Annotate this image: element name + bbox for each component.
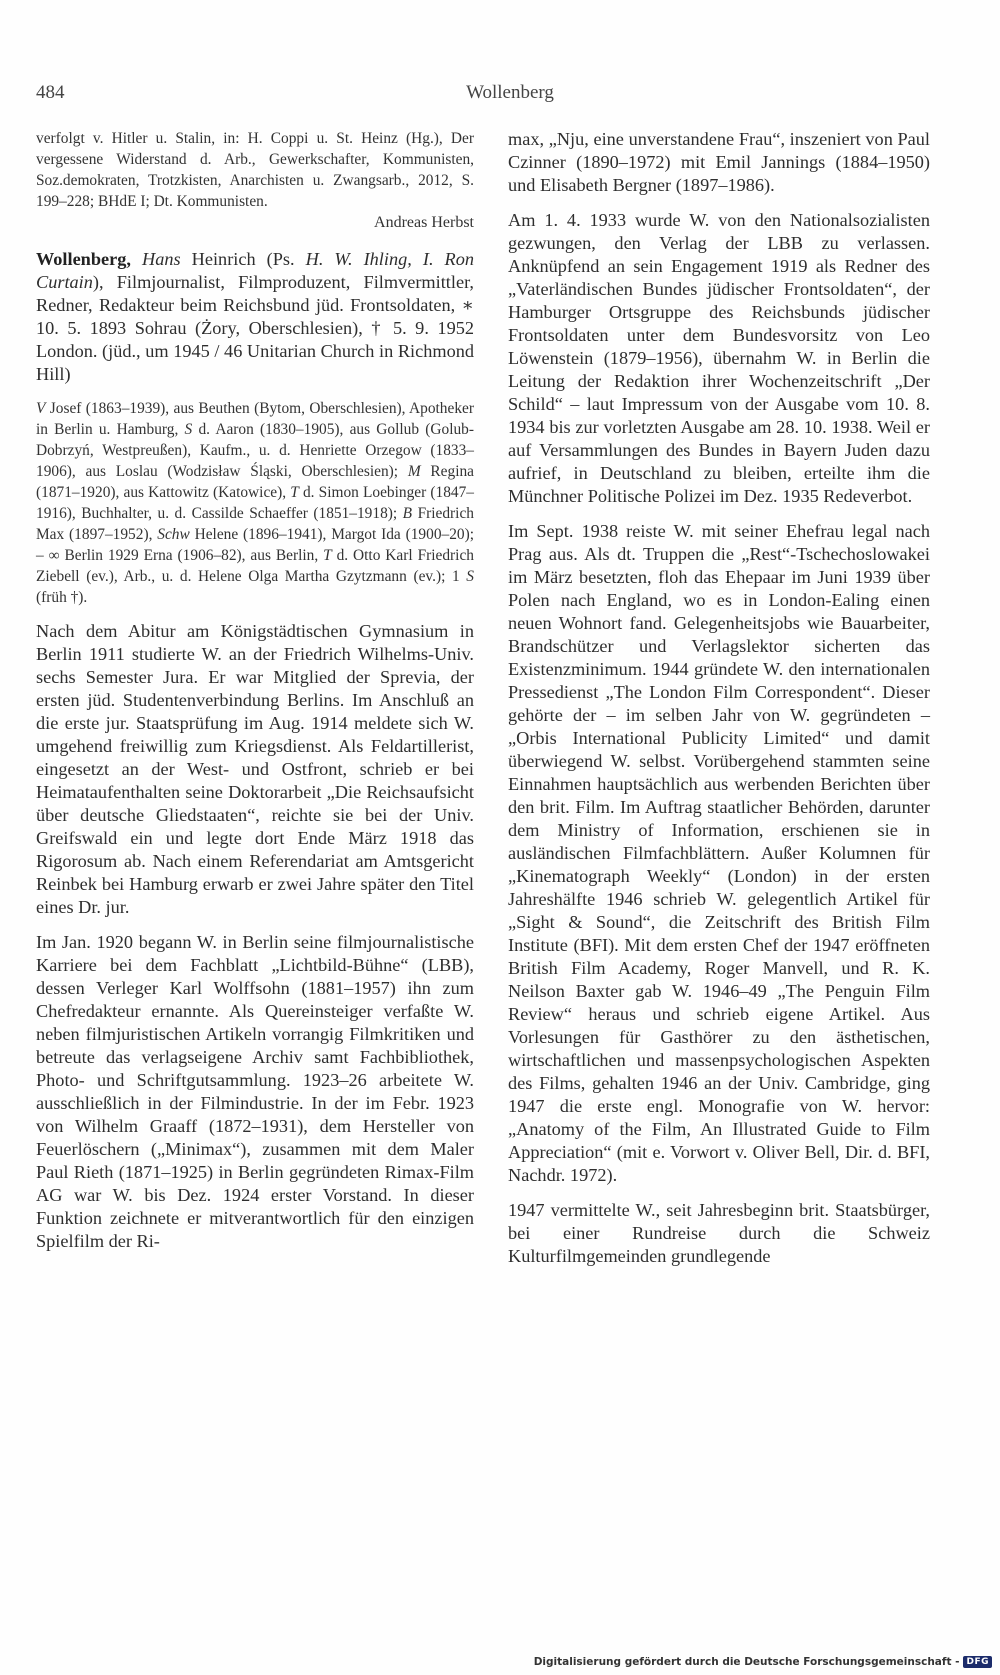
genealogy-mother-mark: M <box>407 463 421 480</box>
entry-pseudonyms: H. W. Ihling, I. Ron Curtain <box>36 249 474 292</box>
paragraph-1933: Am 1. 4. 1933 wurde W. von den Nationalsozialisten gezwungen, den Verlag der LBB zu verlassen. Anknüpfend an sein Engagement 1919 als Redner des „Vaterländischen Bundes jüdischer Frontsoldaten“, der Hamburger Ortsgruppe des Reichsbunds jüdischer Frontsoldaten unter dem Bundesvorsitz von Leo Löwenstein (1879–1956), übernahm W. in Berlin die Leitung der Redaktion ihrer Wochenzeitschrift „Der Schild“ – laut Impressum von der Ausgabe vom 10. 8. 1934 bis zur vorletzten Ausgabe am 28. 10. 1938. Weil er auf Versammlungen des Bundes in Bayern Juden dazu aufrief, in Deutschland zu bleiben, erteilte ihm die Münchner Politische Polizei im Dez. 1935 Redeverbot. <box>508 210 930 506</box>
digitization-footer <box>534 1656 992 1668</box>
genealogy-block <box>36 398 474 608</box>
dfg-logo-icon: DFG <box>963 1656 992 1668</box>
entry-header <box>36 248 474 386</box>
running-head <box>36 82 944 106</box>
running-title: Wollenberg <box>466 82 554 103</box>
entry-header-part-1: Heinrich (Ps. <box>180 249 306 269</box>
genealogy-brother-text: Friedrich Max (1897–1952), <box>36 505 474 543</box>
genealogy-sister-text: Helene (1896–1941), Margot Ida (1900–20); – ∞ Berlin 1929 Erna (1906–82), aus Berlin, <box>36 526 475 564</box>
paragraph-education: Nach dem Abitur am Königstädtischen Gymnasium in Berlin 1911 studierte W. an der Friedrich Wilhelms-Univ. sechs Semester Jura. Er war Mitglied der Sprevia, der ersten jüd. Studentenverbindung Berlins. Im Anschluß an die erste jur. Staatsprüfung im Aug. 1914 meldete sich W. umgehend freiwillig zum Kriegsdienst. Als Feldartillerist, eingesetzt an der West- und Ostfront, schrieb er bei Heimataufenthalten seine Doktorarbeit „Die Reichsaufsicht über deutsche Gliedstaaten“, reichte sie bei der Univ. Greifswald ein und legte dort Ende März 1918 das Rigorosum ab. Nach einem Referendariat am Amtsgericht Reinbek bei Hamburg erwarb er zwei Jahre später den Titel eines Dr. jur. <box>36 621 474 917</box>
entry-given-name: Hans <box>142 249 181 269</box>
genealogy-daughter-mark: T <box>290 484 299 501</box>
left-column <box>36 128 474 1265</box>
genealogy-mother-text: Regina (1871–1920), aus Kattowitz (Katowice), <box>36 463 474 501</box>
genealogy-son-mark: S <box>184 421 193 438</box>
previous-entry-author: Andreas Herbst <box>374 214 474 231</box>
paragraph-rimax-film: max, „Nju, eine unverstandene Frau“, inszeniert von Paul Czinner (1890–1972) mit Emil Jannings (1884–1950) und Elisabeth Bergner (1897–1986). <box>508 129 930 195</box>
genealogy-father-mark: V <box>36 400 46 417</box>
previous-entry-bibliography: verfolgt v. Hitler u. Stalin, in: H. Coppi u. St. Heinz (Hg.), Der vergessene Widerstand d. Arb., Gewerkschafter, Kommunisten, Soz.demokraten, Trotzkisten, Anarchisten u. Zwangsarb., 2012, S. 199–228; BHdE I; Dt. Kommunisten. <box>36 130 474 210</box>
entry-header-part-2: ), Filmjournalist, Filmproduzent, Filmvermittler, Redner, Redakteur beim Reichsbund jüd. Frontsoldaten, ∗ 10. 5. 1893 Sohrau (Żory, Oberschlesien), † 5. 9. 1952 London. (jüd., um 1945 / 46 Unitarian Church in Richmond Hill) <box>36 272 474 384</box>
genealogy-daughter2-mark: T <box>323 547 332 564</box>
page-number: 484 <box>36 82 65 103</box>
paragraph-1947: 1947 vermittelte W., seit Jahresbeginn brit. Staatsbürger, bei einer Rundreise durch die Schweiz Kulturfilmgemeinden grundlegende <box>508 1200 930 1266</box>
genealogy-sister-mark: Schw <box>157 526 190 543</box>
genealogy-son-text: d. Aaron (1830–1905), aus Gollub (Golub-Dobrzyń, Westpreußen), Kaufm., u. d. Henriette Orzegow (1833–1906), aus Loslau (Wodzisław Śląski, Oberschlesien); <box>36 421 475 480</box>
genealogy-brother-mark: B <box>402 505 413 522</box>
footer-text: Digitalisierung gefördert durch die Deutsche Forschungsgemeinschaft - <box>533 1656 960 1668</box>
genealogy-father-text: Josef (1863–1939), aus Beuthen (Bytom, Oberschlesien), Apotheker in Berlin u. Hamburg, <box>36 400 474 438</box>
paragraph-career-1920: Im Jan. 1920 begann W. in Berlin seine filmjournalistische Karriere bei dem Fachblatt „Lichtbild-Bühne“ (LBB), dessen Verleger Karl Wolffsohn (1881–1957) ihn zum Chefredakteur ernannte. Als Quereinsteiger verfaßte W. neben filmjuristischen Artikeln vorrangig Filmkritiken und betreute das verlagseigene Archiv samt Fachbibliothek, Photo- und Schriftgutsammlung. 1923–26 arbeitete W. ausschließlich in der Filmindustrie. In der im Febr. 1923 von Wilhelm Graaff (1872–1931), dem Hersteller von Feuerlöschern („Minimax“), zusammen mit dem Maler Paul Rieth (1871–1925) in Berlin gegründeten Rimax-Film AG war W. bis Dez. 1924 erster Vorstand. In dieser Funktion zeichnete er mitverantwortlich für den einzigen Spielfilm der Ri- <box>36 932 474 1251</box>
right-column <box>508 128 930 1280</box>
genealogy-son2-text: (früh †). <box>36 589 88 606</box>
genealogy-son2-mark: S <box>466 568 474 585</box>
genealogy-daughter2-text: d. Otto Karl Friedrich Ziebell (ev.), Arb., u. d. Helene Olga Martha Gzytzmann (ev.); 1 <box>36 547 474 585</box>
genealogy-daughter-text: d. Simon Loebinger (1847–1916), Buchhalter, u. d. Cassilde Schaeffer (1851–1918); <box>36 484 474 522</box>
entry-headword: Wollenberg, <box>36 249 131 269</box>
paragraph-emigration: Im Sept. 1938 reiste W. mit seiner Ehefrau legal nach Prag aus. Als dt. Truppen die „Rest“-Tschechoslowakei im März besetzten, floh das Ehepaar im Juni 1939 über Polen nach England, wo es in London-Ealing einen neuen Wohnort fand. Gelegenheitsjobs wie Bauarbeiter, Brandschützer und Verlagslektor sicherten das Existenzminimum. 1944 gründete W. den internationalen Pressedienst „The London Film Correspondent“. Dieser gehörte der – im selben Jahr von W. gegründeten – „Orbis International Publicity Limited“ und damit überwiegend W. selbst. Vorübergehend stammten seine Einnahmen hauptsächlich aus werbenden Berichten über den brit. Film. Im Auftrag staatlicher Behörden, darunter dem Ministry of Information, erschienen sie in ausländischen Filmfachblättern. Außer Kolumnen für „Kinematograph Weekly“ (London) in der ersten Jahreshälfte 1946 schrieb W. gelegentlich Artikel für „Sight & Sound“, die Zeitschrift des British Film Institute (BFI). Mit dem ersten Chef der 1947 eröffneten British Film Academy, Roger Manvell, und R. K. Neilson Baxter gab W. 1946–49 „The Penguin Film Review“ heraus und schrieb eigene Artikel. Aus Vorlesungen für Gasthörer zu den ästhetischen, wirtschaftlichen und massenpsychologischen Aspekten des Films, gehalten 1946 an der Univ. Cambridge, ging 1947 die erste engl. Monografie von W. hervor: „Anatomy of the Film, An Illustrated Guide to Film Appreciation“ (mit e. Vorwort v. Oliver Bell, Dir. d. BFI, Nachdr. 1972). <box>508 521 930 1185</box>
